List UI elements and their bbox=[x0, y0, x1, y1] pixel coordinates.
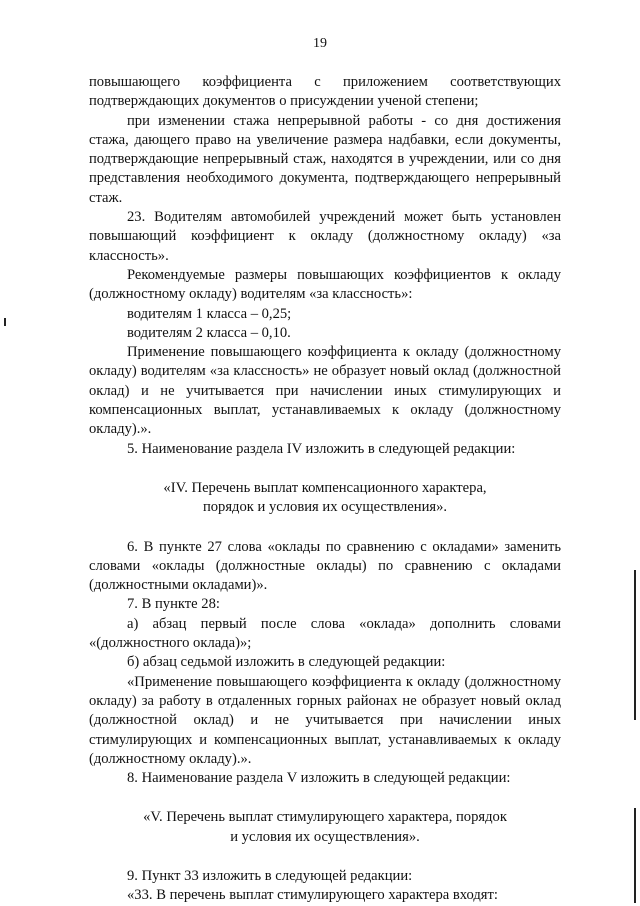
paragraph: 9. Пункт 33 изложить в следующей редакции: bbox=[127, 867, 413, 884]
paragraph: повышающего коэффициента с приложением соответствующих подтверждающих документов о присуждении ученой степени; bbox=[89, 74, 561, 110]
section-heading-v bbox=[89, 808, 561, 847]
section-heading-iv bbox=[89, 479, 561, 518]
scan-edge-line bbox=[634, 808, 636, 903]
paragraph: 6. В пункте 27 слова «оклады по сравнению с окладами» заменить словами «оклады (должностные оклады) по сравнению с окладами (должностными окладами)». bbox=[89, 538, 561, 594]
paragraph: Рекомендуемые размеры повышающих коэффициентов к окладу (должностному окладу) водителям «за классность»: bbox=[89, 266, 561, 303]
paragraph: а) абзац первый после слова «оклада» дополнить словами «(должностного оклада)»; bbox=[89, 615, 561, 652]
scan-edge-line bbox=[634, 570, 636, 720]
paragraph: 5. Наименование раздела IV изложить в следующей редакции: bbox=[127, 440, 516, 457]
heading-line: «IV. Перечень выплат компенсационного характера, bbox=[163, 479, 487, 496]
paragraph: 7. В пункте 28: bbox=[127, 596, 220, 613]
heading-line: и условия их осуществления». bbox=[230, 828, 420, 845]
paragraph: 23. Водителям автомобилей учреждений может быть установлен повышающий коэффициент к окладу (должностному окладу) «за классность». bbox=[89, 209, 561, 264]
document-body bbox=[89, 73, 561, 906]
page-number: 19 bbox=[313, 36, 327, 51]
paragraph: «Применение повышающего коэффициента к окладу (должностному окладу) за работу в отдаленных горных районах не образует новый оклад (должностной оклад) и не учитывается при начислении иных стимулирующих и компенсационных выплат, устанавливаемых к окладу (должностному окладу).». bbox=[89, 673, 561, 767]
scan-mark bbox=[4, 318, 6, 326]
heading-line: «V. Перечень выплат стимулирующего характера, порядок bbox=[143, 809, 507, 826]
paragraph: «33. В перечень выплат стимулирующего характера входят: bbox=[127, 887, 498, 904]
list-item: водителям 2 класса – 0,10. bbox=[127, 324, 291, 341]
paragraph: при изменении стажа непрерывной работы - со дня достижения стажа, дающего право на увеличение размера надбавки, если документы, подтверждающие непрерывный стаж, находятся в учреждении, или со дня представления необходимого документа, подтверждающего непрерывный стаж. bbox=[89, 112, 561, 206]
paragraph: Применение повышающего коэффициента к окладу (должностному окладу) водителям «за классность» не образует новый оклад (должностной оклад) и не учитывается при начислении иных стимулирующих и компенсационных выплат, устанавливаемых к окладу (должностному окладу).». bbox=[89, 344, 561, 438]
paragraph: 8. Наименование раздела V изложить в следующей редакции: bbox=[127, 770, 511, 787]
list-item: водителям 1 класса – 0,25; bbox=[127, 305, 292, 322]
heading-line: порядок и условия их осуществления». bbox=[202, 499, 448, 516]
paragraph: б) абзац седьмой изложить в следующей редакции: bbox=[127, 654, 446, 671]
